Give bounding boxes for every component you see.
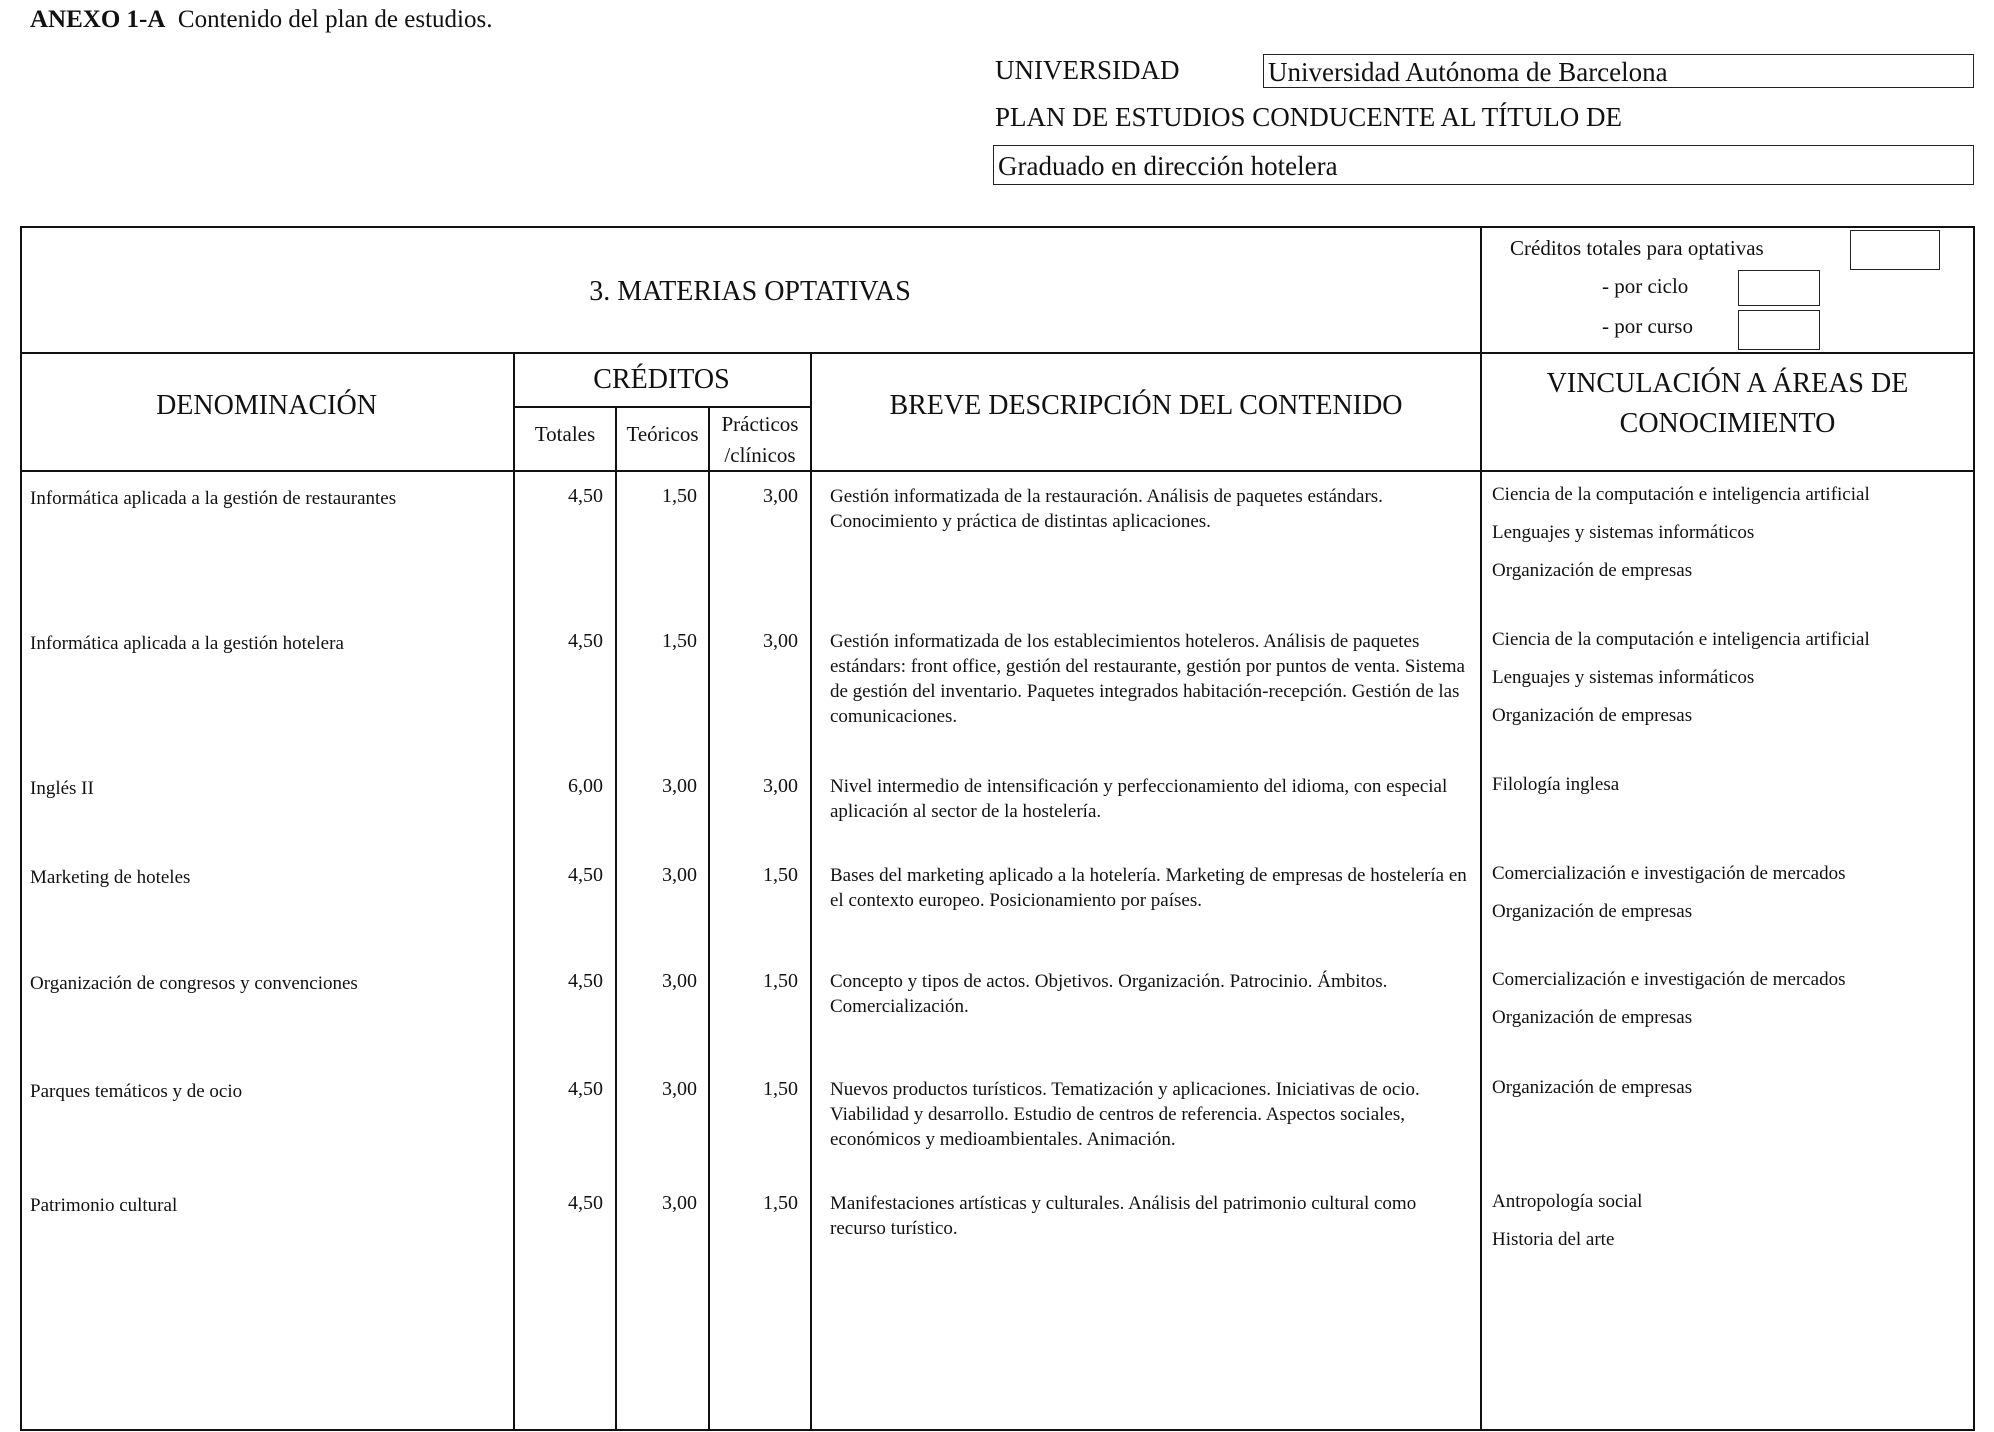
subject-name: Inglés II [30,778,94,799]
university-field: Universidad Autónoma de Barcelona [1263,54,1974,88]
credits-subheader-divider [513,406,810,408]
subject-name: Organización de congresos y convenciones [30,973,358,994]
knowledge-areas [1492,482,1967,596]
credits-teoricos: 3,00 [662,1192,697,1214]
optional-subjects-table [20,226,1975,1431]
knowledge-areas [1492,861,1967,937]
knowledge-area-item: Comercialización e investigación de mercados [1492,969,1846,990]
knowledge-area-item: Lenguajes y sistemas informáticos [1492,667,1755,688]
col-header-practicos: Prácticos [721,412,799,436]
credits-teoricos: 3,00 [662,775,697,797]
col-header-denominacion: DENOMINACIÓN [156,390,377,421]
plan-label: PLAN DE ESTUDIOS CONDUCENTE AL TÍTULO DE [995,102,1622,132]
col-header-teoricos: Teóricos [626,422,699,446]
credits-practicos: 3,00 [763,775,798,797]
col-header-creditos: CRÉDITOS [593,364,730,395]
knowledge-area-item: Ciencia de la computación e inteligencia artificial [1492,629,1870,650]
credits-teoricos: 3,00 [662,864,697,886]
knowledge-area-item: Organización de empresas [1492,560,1693,581]
subject-description: Nuevos productos turísticos. Tematización y aplicaciones. Iniciativas de ocio. Viabilidad y desarrollo. Estudio de centros de referencia. Aspectos sociales, económicos y medioambientales. Animación. [830,1079,1420,1150]
col-header-descripcion: BREVE DESCRIPCIÓN DEL CONTENIDO [889,390,1403,421]
col-header-clinicos: /clínicos [724,443,796,467]
credits-totales: 4,50 [568,970,603,992]
credits-totales: 6,00 [568,775,603,797]
header-row-divider [20,470,1975,472]
credits-practicos: 1,50 [763,1192,798,1214]
knowledge-areas [1492,1075,1967,1113]
annex-number: ANEXO 1-A [30,6,166,33]
credits-total-label: Créditos totales para optativas [1510,236,1764,260]
knowledge-areas [1492,627,1967,741]
table-border-right [1973,226,1975,1431]
per-cycle-field [1738,270,1820,306]
subject-description: Gestión informatizada de la restauración. Análisis de paquetes estándars. Conocimiento y práctica de distintas aplicaciones. [830,486,1383,532]
subject-name: Patrimonio cultural [30,1195,178,1216]
knowledge-areas [1492,1189,1967,1265]
col-divider-5 [1480,354,1482,1431]
credits-totales: 4,50 [568,630,603,652]
table-border-top [20,226,1975,228]
credits-teoricos: 3,00 [662,1078,697,1100]
credits-teoricos: 3,00 [662,970,697,992]
subject-name: Informática aplicada a la gestión hotelera [30,633,344,654]
annex-text: Contenido del plan de estudios. [177,6,493,33]
subject-name: Parques temáticos y de ocio [30,1081,243,1102]
credits-practicos: 1,50 [763,864,798,886]
credits-totales: 4,50 [568,864,603,886]
subject-description: Bases del marketing aplicado a la hotelería. Marketing de empresas de hostelería en el contexto europeo. Posicionamiento por países. [830,865,1467,911]
credits-teoricos: 1,50 [662,630,697,652]
credits-totales: 4,50 [568,1192,603,1214]
credits-practicos: 3,00 [763,630,798,652]
subject-description: Manifestaciones artísticas y culturales. Análisis del patrimonio cultural como recurso turístico. [830,1193,1417,1239]
knowledge-areas [1492,772,1967,810]
knowledge-area-item: Historia del arte [1492,1229,1615,1250]
table-border-bottom [20,1429,1975,1431]
credits-teoricos: 1,50 [662,485,697,507]
knowledge-area-item: Comercialización e investigación de mercados [1492,863,1846,884]
per-cycle-label: - por ciclo [1602,274,1689,298]
col-header-conocimiento: CONOCIMIENTO [1619,408,1836,439]
knowledge-area-item: Filología inglesa [1492,774,1620,795]
col-header-vinculacion: VINCULACIÓN A ÁREAS DE [1546,368,1909,399]
knowledge-area-item: Organización de empresas [1492,1007,1693,1028]
col-divider-3 [708,407,710,1431]
per-course-field [1738,310,1820,350]
knowledge-area-item: Organización de empresas [1492,1077,1693,1098]
knowledge-area-item: Antropología social [1492,1191,1643,1212]
section-right-divider [1480,226,1482,354]
credits-total-field [1850,230,1940,270]
credits-totales: 4,50 [568,485,603,507]
knowledge-area-item: Lenguajes y sistemas informáticos [1492,522,1755,543]
section-row-divider [20,352,1975,354]
credits-practicos: 1,50 [763,1078,798,1100]
per-course-label: - por curso [1602,314,1693,338]
subject-description: Concepto y tipos de actos. Objetivos. Organización. Patrocinio. Ámbitos. Comercialización. [830,971,1388,1017]
col-divider-1 [513,354,515,1431]
subject-name: Informática aplicada a la gestión de restaurantes [30,488,397,509]
subject-name: Marketing de hoteles [30,867,191,888]
credits-totales: 4,50 [568,1078,603,1100]
col-divider-4 [810,354,812,1431]
knowledge-area-item: Organización de empresas [1492,901,1693,922]
degree-title-field: Graduado en dirección hotelera [993,145,1974,185]
university-label: UNIVERSIDAD [995,55,1180,85]
annex-heading [30,6,492,34]
section-title: 3. MATERIAS OPTATIVAS [589,276,911,307]
credits-practicos: 1,50 [763,970,798,992]
col-header-totales: Totales [534,422,596,446]
knowledge-area-item: Ciencia de la computación e inteligencia artificial [1492,484,1870,505]
knowledge-areas [1492,967,1967,1043]
credits-practicos: 3,00 [763,485,798,507]
subject-description: Nivel intermedio de intensificación y perfeccionamiento del idioma, con especial aplicación al sector de la hostelería. [830,776,1448,822]
knowledge-area-item: Organización de empresas [1492,705,1693,726]
col-divider-2 [615,407,617,1431]
subject-description: Gestión informatizada de los establecimientos hoteleros. Análisis de paquetes estándars: front office, gestión del restaurante, gestión por puntos de venta. Sistema de gestión del inventario. Paquetes integrados habitación-recepción. Gestión de las comunicaciones. [830,631,1465,727]
